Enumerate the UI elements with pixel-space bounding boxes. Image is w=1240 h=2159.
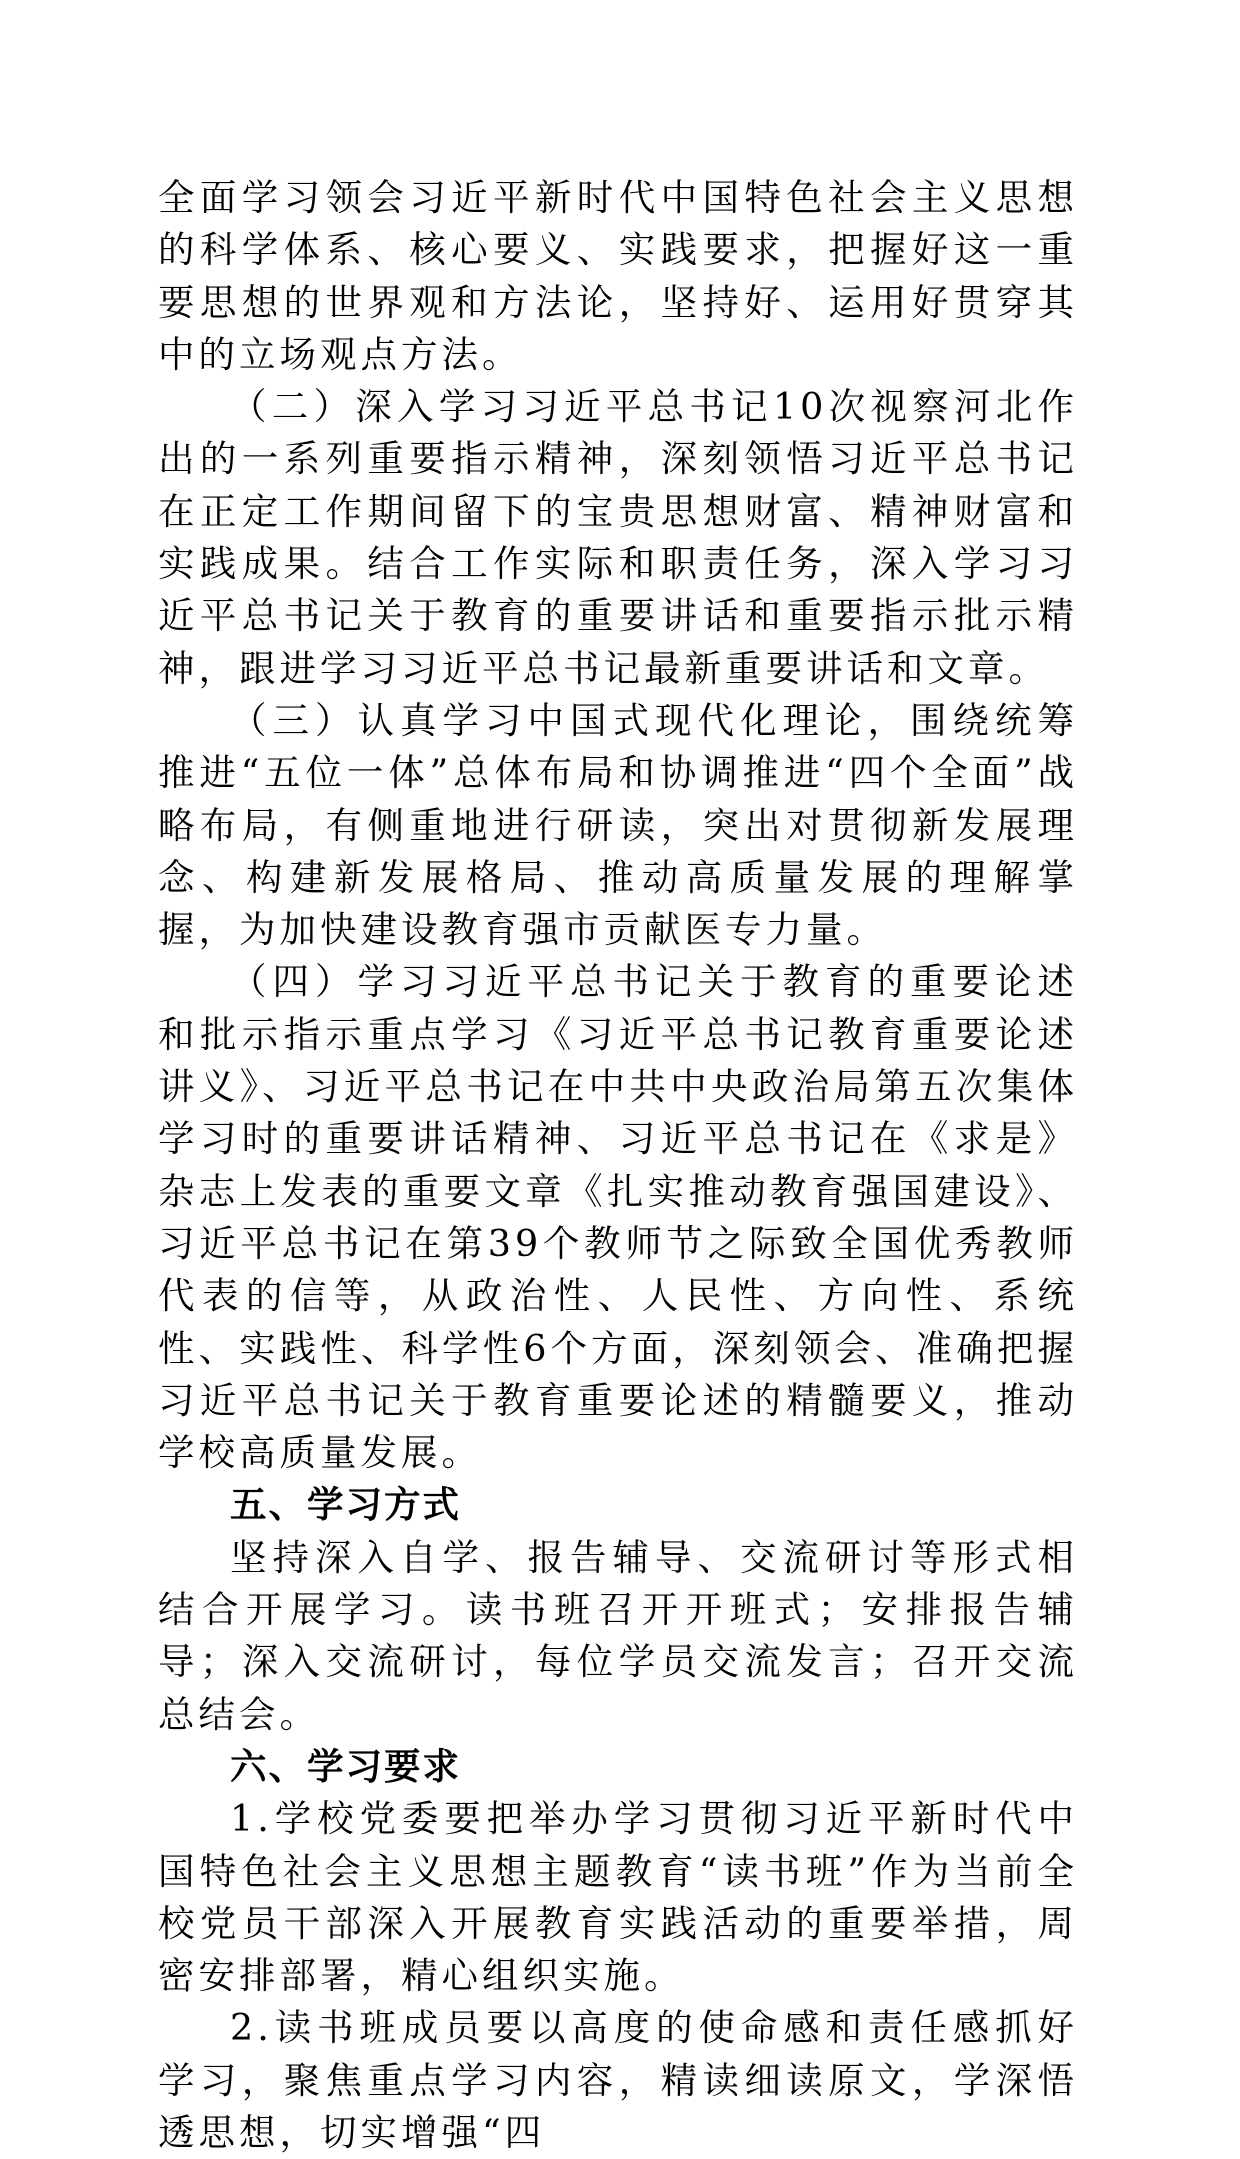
paragraph-section-four: （四）学习习近平总书记关于教育的重要论述和批示指示重点学习《习近平总书记教育重要论述讲义》、习近平总书记在中共中央政治局第五次集体学习时的重要讲话精神、习近平总书记在《求是》杂志上发表的重要文章《扎实推动教育强国建设》、习近平总书记在第39个教师节之际致全国优秀教师代表的信等，从政治性、人民性、方向性、系统性、实践性、科学性6个方面，深刻领会、准确把握习近平总书记关于教育重要论述的精髓要义，推动学校高质量发展。: [158, 960, 1078, 1475]
heading-study-method: 五、学习方式: [230, 1483, 461, 1527]
paragraph-requirement-one: 1.学校党委要把举办学习贯彻习近平新时代中国特色社会主义思想主题教育“读书班”作为当前全校党员干部深入开展教育实践活动的重要举措，周密安排部署，精心组织实施。: [158, 1797, 1078, 1998]
heading-study-requirements: 六、学习要求: [230, 1744, 461, 1788]
paragraph-section-two: （二）深入学习习近平总书记10次视察河北作出的一系列重要指示精神，深刻领悟习近平总书记在正定工作期间留下的宝贵思想财富、精神财富和实践成果。结合工作实际和职责任务，深入学习习近平总书记关于教育的重要讲话和重要指示批示精神，跟进学习习近平总书记最新重要讲话和文章。: [158, 385, 1078, 690]
paragraph-requirement-two: 2.读书班成员要以高度的使命感和责任感抓好学习，聚焦重点学习内容，精读细读原文，学深悟透思想，切实增强“四: [158, 2006, 1078, 2154]
paragraph-study-method: 坚持深入自学、报告辅导、交流研讨等形式相结合开展学习。读书班召开开班式；安排报告辅导；深入交流研讨，每位学员交流发言；召开交流总结会。: [158, 1535, 1078, 1736]
paragraph-continuation: 全面学习领会习近平新时代中国特色社会主义思想的科学体系、核心要义、实践要求，把握好这一重要思想的世界观和方法论，坚持好、运用好贯穿其中的立场观点方法。: [158, 176, 1078, 376]
paragraph-section-three: （三）认真学习中国式现代化理论，围绕统筹推进“五位一体”总体布局和协调推进“四个全面”战略布局，有侧重地进行研读，突出对贯彻新发展理念、构建新发展格局、推动高质量发展的理解掌握，为加快建设教育强市贡献医专力量。: [158, 698, 1078, 952]
document-body: [158, 172, 1078, 2159]
